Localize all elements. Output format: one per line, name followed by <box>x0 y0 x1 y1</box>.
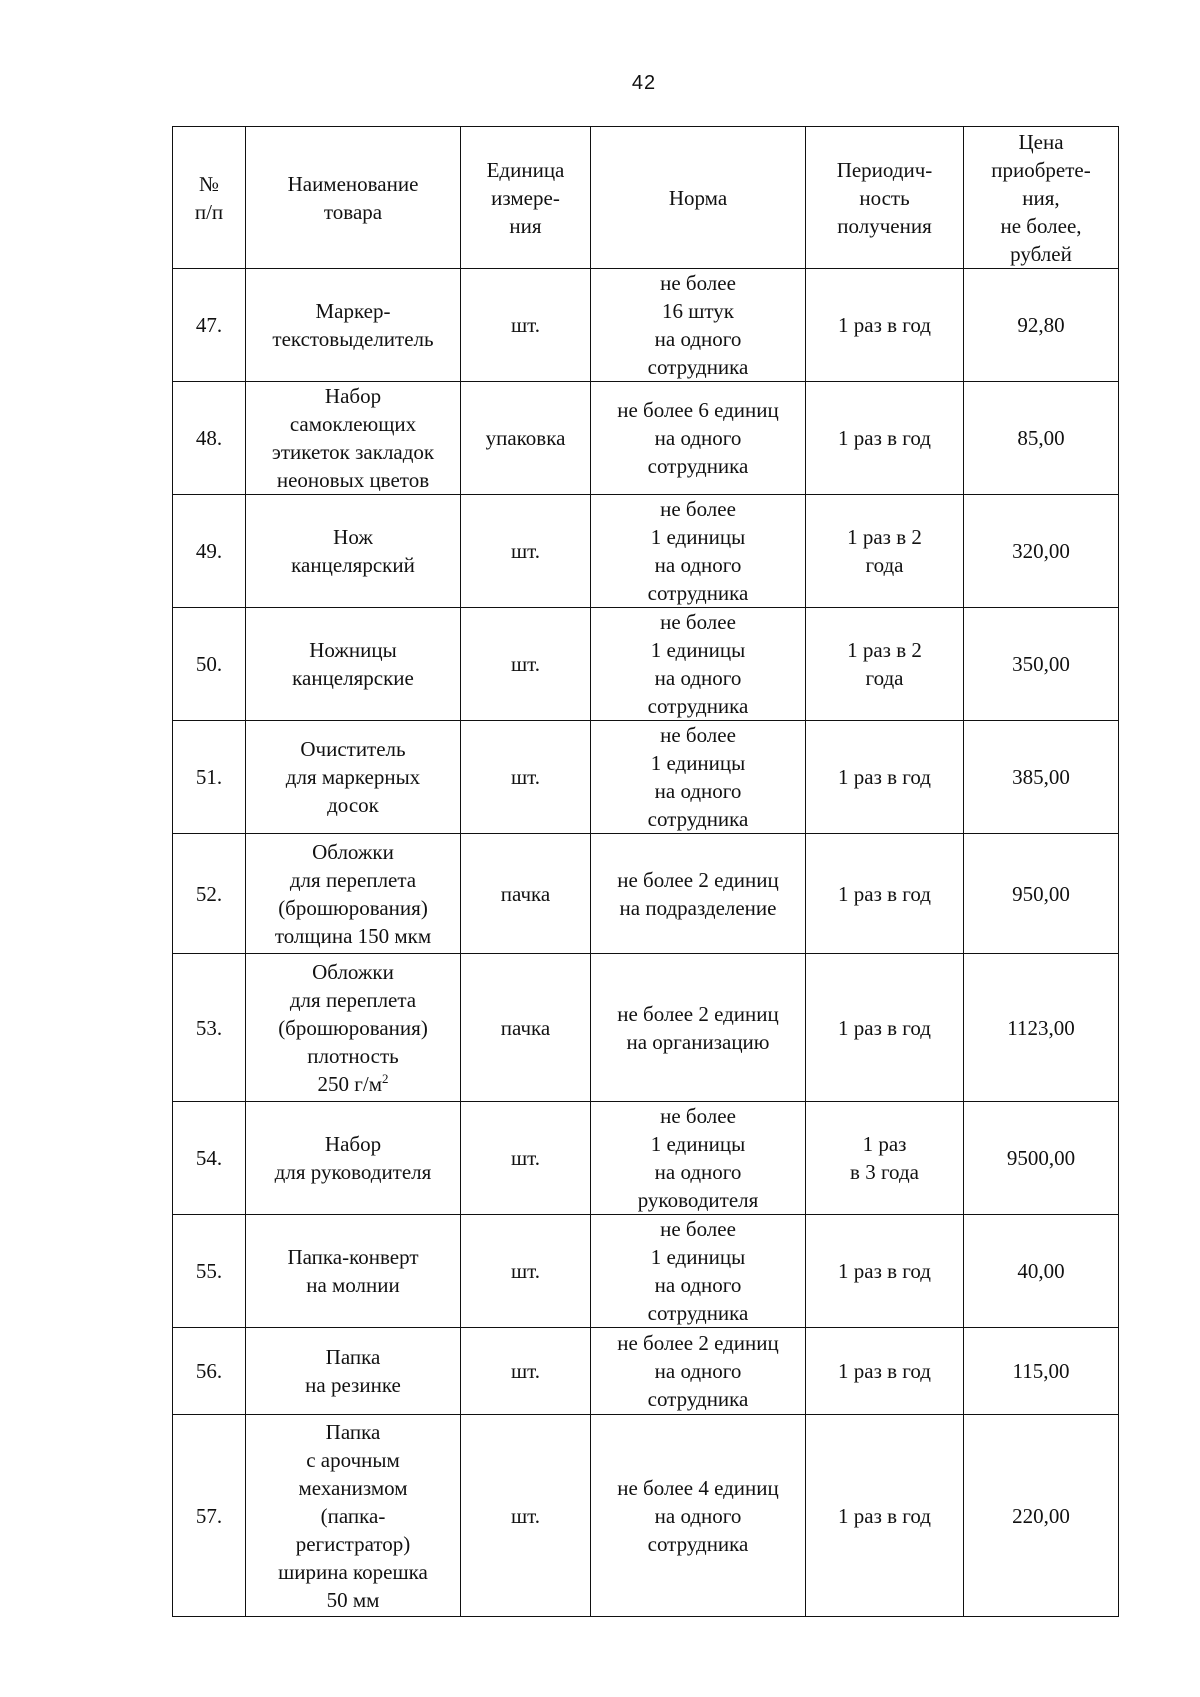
item-price: 85,00 <box>964 382 1119 495</box>
item-price: 320,00 <box>964 495 1119 608</box>
table-row <box>173 721 1119 834</box>
table-row <box>173 269 1119 382</box>
row-number: 51. <box>173 721 246 834</box>
item-name: Очиститель для маркерных досок <box>246 721 461 834</box>
row-number: 48. <box>173 382 246 495</box>
row-number: 54. <box>173 1102 246 1215</box>
item-unit: шт. <box>461 721 591 834</box>
row-number: 47. <box>173 269 246 382</box>
page-number: 42 <box>631 72 657 94</box>
item-norm: не более 1 единицы на одного сотрудника <box>591 495 806 608</box>
item-price: 1123,00 <box>964 954 1119 1102</box>
table-row <box>173 1415 1119 1617</box>
table-row <box>173 954 1119 1102</box>
header-unit: Единица измере- ния <box>461 127 591 269</box>
item-norm: не более 1 единицы на одного сотрудника <box>591 608 806 721</box>
item-norm: не более 1 единицы на одного сотрудника <box>591 721 806 834</box>
item-name: Маркер- текстовыделитель <box>246 269 461 382</box>
item-price: 9500,00 <box>964 1102 1119 1215</box>
row-number: 55. <box>173 1215 246 1328</box>
item-norm: не более 1 единицы на одного сотрудника <box>591 1215 806 1328</box>
item-norm: не более 4 единиц на одного сотрудника <box>591 1415 806 1617</box>
row-number: 52. <box>173 834 246 954</box>
item-price: 92,80 <box>964 269 1119 382</box>
item-price: 220,00 <box>964 1415 1119 1617</box>
item-name: Ножницы канцелярские <box>246 608 461 721</box>
item-norm: не более 2 единиц на одного сотрудника <box>591 1328 806 1415</box>
item-period: 1 раз в 2 года <box>806 608 964 721</box>
item-price: 950,00 <box>964 834 1119 954</box>
item-name-density: 250 г/м <box>317 1071 382 1096</box>
item-unit: шт. <box>461 495 591 608</box>
header-price: Цена приобрете- ния, не более, рублей <box>964 127 1119 269</box>
item-norm: не более 2 единиц на организацию <box>591 954 806 1102</box>
row-number: 57. <box>173 1415 246 1617</box>
item-price: 385,00 <box>964 721 1119 834</box>
item-name <box>246 954 461 1102</box>
item-unit: пачка <box>461 834 591 954</box>
table-row <box>173 834 1119 954</box>
item-period: 1 раз в год <box>806 1328 964 1415</box>
item-unit: пачка <box>461 954 591 1102</box>
header-norm: Норма <box>591 127 806 269</box>
item-period: 1 раз в 2 года <box>806 495 964 608</box>
table-header-row <box>173 127 1119 269</box>
item-name: Обложки для переплета (брошюрования) толщина 150 мкм <box>246 834 461 954</box>
item-period: 1 раз в год <box>806 269 964 382</box>
row-number: 50. <box>173 608 246 721</box>
item-unit: шт. <box>461 1215 591 1328</box>
item-name: Папка с арочным механизмом (папка- регистратор) ширина корешка 50 мм <box>246 1415 461 1617</box>
item-name: Папка на резинке <box>246 1328 461 1415</box>
table-row <box>173 1215 1119 1328</box>
row-number: 53. <box>173 954 246 1102</box>
item-unit: шт. <box>461 608 591 721</box>
item-unit: шт. <box>461 1328 591 1415</box>
item-period: 1 раз в год <box>806 834 964 954</box>
item-unit: шт. <box>461 1102 591 1215</box>
header-number: № п/п <box>173 127 246 269</box>
item-period: 1 раз в год <box>806 954 964 1102</box>
item-norm: не более 6 единиц на одного сотрудника <box>591 382 806 495</box>
item-price: 350,00 <box>964 608 1119 721</box>
table-row <box>173 1102 1119 1215</box>
table-row <box>173 495 1119 608</box>
item-norm: не более 2 единиц на подразделение <box>591 834 806 954</box>
item-name: Набор для руководителя <box>246 1102 461 1215</box>
item-period: 1 раз в год <box>806 1215 964 1328</box>
item-period: 1 раз в год <box>806 721 964 834</box>
row-number: 56. <box>173 1328 246 1415</box>
item-unit: шт. <box>461 269 591 382</box>
item-period: 1 раз в год <box>806 382 964 495</box>
row-number: 49. <box>173 495 246 608</box>
table-row <box>173 608 1119 721</box>
item-name: Папка-конверт на молнии <box>246 1215 461 1328</box>
item-price: 115,00 <box>964 1328 1119 1415</box>
item-name-lines: Обложки для переплета (брошюрования) плотность <box>278 959 428 1068</box>
header-name: Наименование товара <box>246 127 461 269</box>
item-unit: шт. <box>461 1415 591 1617</box>
table-row <box>173 1328 1119 1415</box>
header-period: Периодич- ность получения <box>806 127 964 269</box>
item-norm: не более 1 единицы на одного руководителя <box>591 1102 806 1215</box>
item-name: Набор самоклеющих этикеток закладок неоновых цветов <box>246 382 461 495</box>
item-price: 40,00 <box>964 1215 1119 1328</box>
item-period: 1 раз в год <box>806 1415 964 1617</box>
goods-table <box>172 126 1119 1617</box>
item-norm: не более 16 штук на одного сотрудника <box>591 269 806 382</box>
table-row <box>173 382 1119 495</box>
item-name: Нож канцелярский <box>246 495 461 608</box>
superscript-exponent: 2 <box>382 1070 389 1086</box>
item-unit: упаковка <box>461 382 591 495</box>
item-period: 1 раз в 3 года <box>806 1102 964 1215</box>
